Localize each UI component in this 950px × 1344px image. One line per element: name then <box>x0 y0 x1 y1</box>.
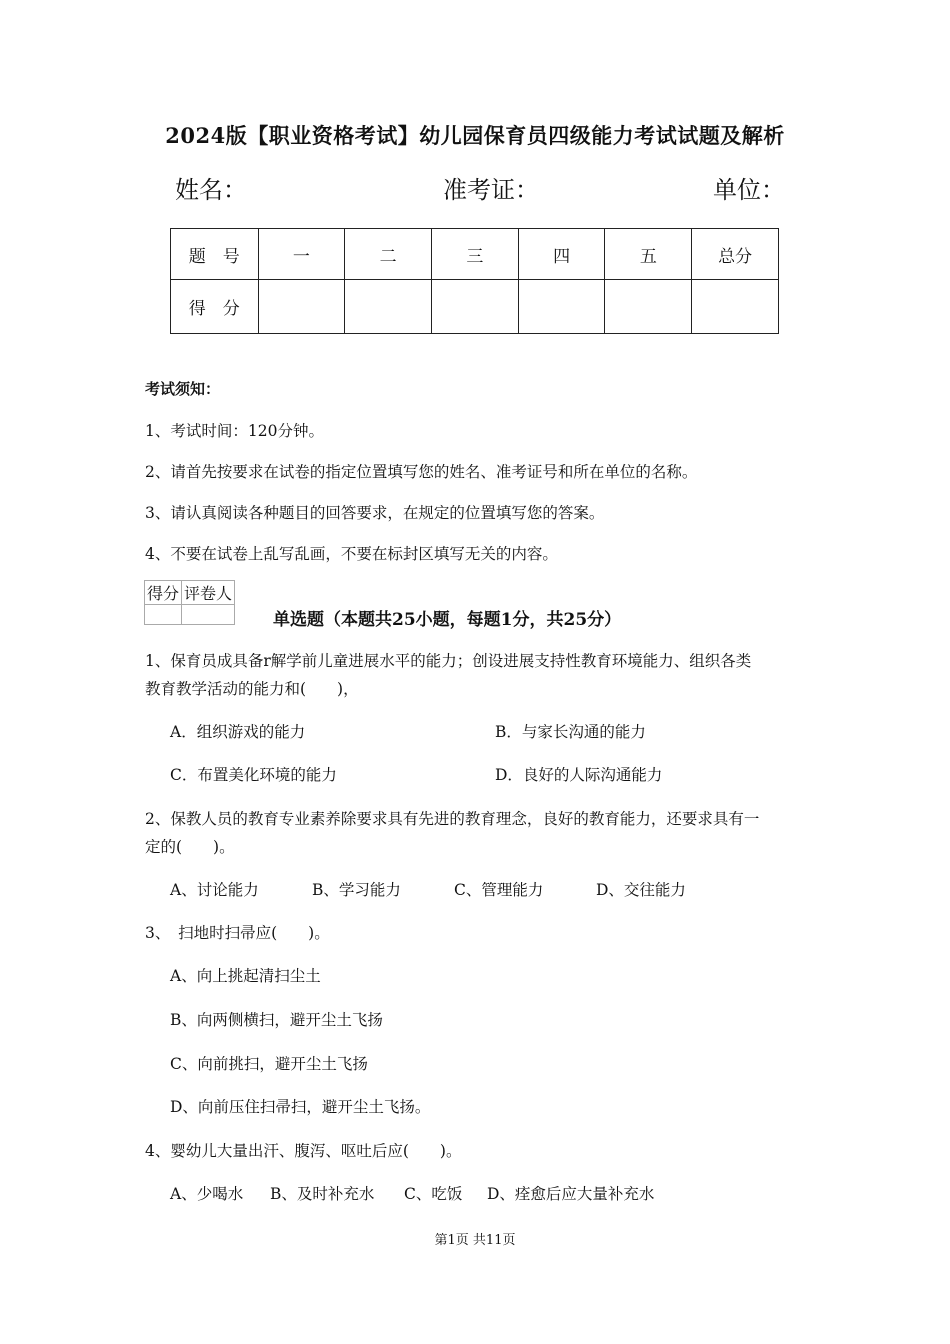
question-text: 2、保教人员的教育专业素养除要求具有先进的教育理念，良好的教育能力，还要求具有一 <box>145 810 760 828</box>
option: C．布置美化环境的能力 <box>170 766 337 784</box>
notice-item: 2、请首先按要求在试卷的指定位置填写您的姓名、准考证号和所在单位的名称。 <box>145 463 698 481</box>
score-row-label: 得 分 <box>171 280 259 334</box>
score-header-cell: 一 <box>258 229 345 280</box>
score-table <box>170 228 779 334</box>
score-cell <box>432 280 519 334</box>
section-title: 单选题（本题共25小题，每题1分，共25分） <box>273 610 622 630</box>
score-cell <box>692 280 779 334</box>
document-title: 2024版【职业资格考试】幼儿园保育员四级能力考试试题及解析 <box>165 123 785 148</box>
notice-item: 1、考试时间：120分钟。 <box>145 422 324 440</box>
name-label: 姓名： <box>175 176 247 204</box>
option: B、向两侧横扫，避开尘土飞扬 <box>170 1011 383 1029</box>
score-cell <box>258 280 345 334</box>
question-text: 教育教学活动的能力和( )， <box>145 680 359 698</box>
exam-number-label: 准考证： <box>443 176 539 204</box>
unit-label: 单位： <box>713 176 785 204</box>
score-header-cell: 三 <box>432 229 519 280</box>
option: C、吃饭 <box>404 1185 463 1203</box>
option: C、管理能力 <box>454 881 544 899</box>
option: D．良好的人际沟通能力 <box>495 766 663 784</box>
grader-box <box>144 580 235 625</box>
score-header-cell: 题 号 <box>171 229 259 280</box>
score-header-cell: 五 <box>605 229 692 280</box>
score-table-score-row <box>171 280 779 334</box>
option: D、交往能力 <box>596 881 686 899</box>
score-cell <box>605 280 692 334</box>
score-header-cell: 总分 <box>692 229 779 280</box>
page-footer: 第1页 共11页 <box>434 1233 516 1248</box>
score-cell <box>518 280 605 334</box>
option: A、讨论能力 <box>170 881 259 899</box>
notice-item: 4、不要在试卷上乱写乱画，不要在标封区填写无关的内容。 <box>145 545 558 563</box>
grader-reviewer-cell <box>182 605 235 625</box>
option: B、及时补充水 <box>270 1185 375 1203</box>
option: D、痊愈后应大量补充水 <box>487 1185 655 1203</box>
grader-score-label: 得分 <box>145 581 182 605</box>
score-header-cell: 四 <box>518 229 605 280</box>
notice-title: 考试须知： <box>145 380 221 398</box>
option: A、少喝水 <box>170 1185 244 1203</box>
question-text: 3、 扫地时扫帚应( )。 <box>145 924 330 942</box>
score-cell <box>345 280 432 334</box>
option: B、学习能力 <box>312 881 401 899</box>
option: A．组织游戏的能力 <box>170 723 306 741</box>
score-header-cell: 二 <box>345 229 432 280</box>
question-text: 1、保育员成具备r解学前儿童进展水平的能力；创设进展支持性教育环境能力、组织各类 <box>145 652 752 670</box>
grader-reviewer-label: 评卷人 <box>182 581 235 605</box>
grader-score-cell <box>145 605 182 625</box>
option: D、向前压住扫帚扫，避开尘土飞扬。 <box>170 1098 431 1116</box>
score-table-header-row <box>171 229 779 280</box>
question-text: 定的( )。 <box>145 838 235 856</box>
notice-item: 3、请认真阅读各种题目的回答要求，在规定的位置填写您的答案。 <box>145 504 605 522</box>
option: C、向前挑扫，避开尘土飞扬 <box>170 1055 368 1073</box>
question-text: 4、婴幼儿大量出汗、腹泻、呕吐后应( )。 <box>145 1142 462 1160</box>
option: A、向上挑起清扫尘土 <box>170 967 321 985</box>
option: B．与家长沟通的能力 <box>495 723 646 741</box>
